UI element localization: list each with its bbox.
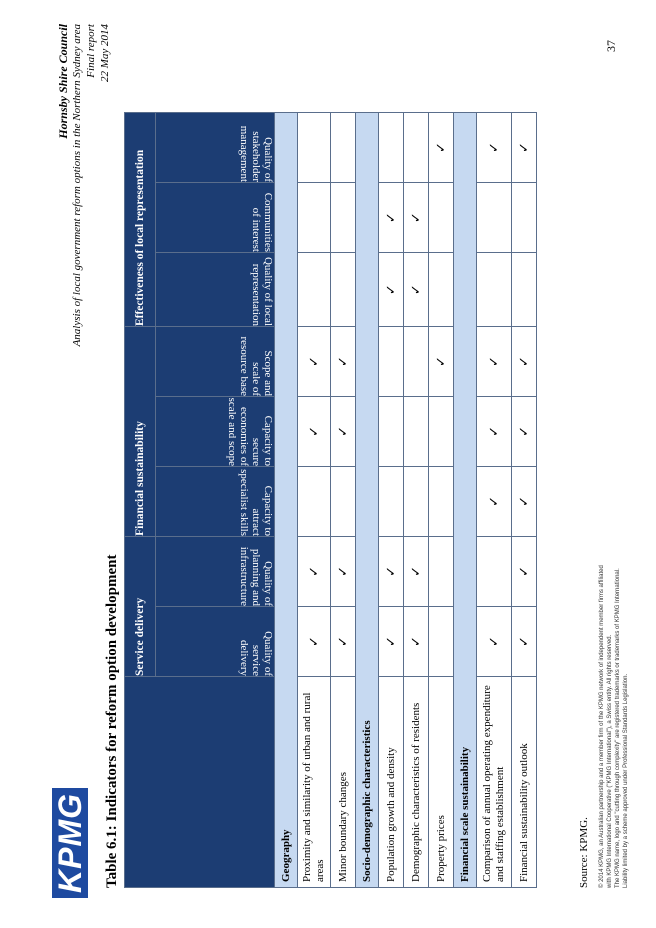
column-header-label: Quality of local representation	[250, 257, 274, 327]
empty-cell	[404, 113, 429, 183]
check-mark-icon: ✓	[477, 396, 512, 466]
empty-cell	[477, 253, 512, 327]
empty-cell	[331, 466, 356, 536]
column-header	[156, 113, 275, 183]
check-mark-icon: ✓	[404, 183, 429, 253]
check-mark-icon: ✓	[512, 396, 537, 466]
empty-cell	[429, 607, 454, 677]
row-label: Property prices	[429, 677, 454, 888]
check-mark-icon: ✓	[298, 327, 331, 397]
empty-cell	[429, 396, 454, 466]
source-note: Source: KPMG.	[578, 817, 590, 888]
empty-cell	[298, 113, 331, 183]
check-mark-icon: ✓	[379, 253, 404, 327]
council-name: Hornsby Shire Council	[56, 24, 70, 139]
section-title: Geography	[275, 113, 298, 888]
column-header-label: Quality of service delivery	[238, 631, 274, 677]
legal-footer	[598, 288, 630, 888]
empty-cell	[404, 396, 429, 466]
check-mark-icon: ✓	[404, 607, 429, 677]
row-label: Proximity and similarity of urban and rural areas	[298, 677, 331, 888]
column-header-label: Quality of stakeholder management	[238, 125, 274, 182]
check-mark-icon: ✓	[429, 327, 454, 397]
empty-cell	[331, 113, 356, 183]
column-header-label: Quality of planning and infrastructure	[238, 546, 274, 607]
check-mark-icon: ✓	[477, 113, 512, 183]
check-mark-icon: ✓	[298, 607, 331, 677]
check-mark-icon: ✓	[512, 327, 537, 397]
table-row	[429, 113, 454, 888]
check-mark-icon: ✓	[477, 327, 512, 397]
section-row	[454, 113, 477, 888]
empty-cell	[379, 113, 404, 183]
row-label: Financial sustainability outlook	[512, 677, 537, 888]
empty-cell	[379, 466, 404, 536]
row-label: Minor boundary changes	[331, 677, 356, 888]
empty-cell	[331, 183, 356, 253]
report-header	[56, 24, 112, 346]
check-mark-icon: ✓	[379, 607, 404, 677]
column-header	[156, 607, 275, 677]
empty-cell	[379, 396, 404, 466]
empty-cell	[477, 183, 512, 253]
table-title: Table 6.1: Indicators for reform option development	[104, 554, 120, 888]
check-mark-icon: ✓	[477, 607, 512, 677]
row-label: Comparison of annual operating expenditure and staffing establishment	[477, 677, 512, 888]
check-mark-icon: ✓	[331, 327, 356, 397]
group-header: Service delivery	[125, 536, 156, 676]
check-mark-icon: ✓	[331, 607, 356, 677]
empty-cell	[404, 327, 429, 397]
empty-cell	[512, 253, 537, 327]
check-mark-icon: ✓	[429, 113, 454, 183]
section-row	[275, 113, 298, 888]
check-mark-icon: ✓	[512, 466, 537, 536]
section-row	[356, 113, 379, 888]
column-header	[156, 183, 275, 253]
table-row	[379, 113, 404, 888]
column-header	[156, 536, 275, 606]
empty-cell	[429, 183, 454, 253]
check-mark-icon: ✓	[512, 113, 537, 183]
row-label: Population growth and density	[379, 677, 404, 888]
column-header-label: Communities of interest	[250, 192, 274, 253]
check-mark-icon: ✓	[298, 396, 331, 466]
row-label: Demographic characteristics of residents	[404, 677, 429, 888]
group-header: Effectiveness of local representation	[125, 113, 156, 327]
footer-line: © 2014 KPMG, an Australian partnership and a member firm of the KPMG network of independent member firms affiliated	[599, 565, 605, 888]
footer-line: The KPMG name, logo and "cutting through complexity" are registered trademarks or trademarks of KPMG International.	[615, 568, 621, 888]
check-mark-icon: ✓	[331, 536, 356, 606]
indicators-table	[124, 112, 537, 888]
column-header	[156, 466, 275, 536]
empty-cell	[404, 466, 429, 536]
empty-cell	[429, 536, 454, 606]
report-subtitle: Analysis of local government reform options in the Northern Sydney area	[71, 24, 83, 347]
footer-line: with KPMG International Cooperative ("KPMG International"), a Swiss entity. All rights reserved.	[607, 634, 613, 888]
table-row	[331, 113, 356, 888]
check-mark-icon: ✓	[331, 396, 356, 466]
table-row	[298, 113, 331, 888]
column-header-label: Scope and scale of resource base	[238, 336, 274, 396]
table-row	[404, 113, 429, 888]
table-row	[477, 113, 512, 888]
footer-line: Liability limited by a scheme approved under Professional Standards Legislation.	[623, 673, 629, 888]
report-type: Final report	[85, 24, 97, 78]
section-title: Socio-demographic characteristics	[356, 113, 379, 888]
check-mark-icon: ✓	[477, 466, 512, 536]
column-header	[156, 253, 275, 327]
page-number: 37	[604, 40, 618, 52]
table-row	[512, 113, 537, 888]
column-header	[156, 327, 275, 397]
empty-cell	[379, 327, 404, 397]
empty-cell	[512, 183, 537, 253]
report-date: 22 May 2014	[99, 24, 111, 83]
empty-cell	[298, 253, 331, 327]
check-mark-icon: ✓	[404, 253, 429, 327]
check-mark-icon: ✓	[298, 536, 331, 606]
column-header	[156, 396, 275, 466]
kpmg-logo: KPMG	[52, 788, 88, 898]
check-mark-icon: ✓	[379, 536, 404, 606]
empty-cell	[429, 466, 454, 536]
check-mark-icon: ✓	[512, 607, 537, 677]
empty-cell	[298, 183, 331, 253]
empty-cell	[331, 253, 356, 327]
column-header-label: Capacity to attract specialist skills	[238, 468, 274, 536]
section-title: Financial scale sustainability	[454, 113, 477, 888]
empty-cell	[298, 466, 331, 536]
table-corner	[125, 677, 275, 888]
empty-cell	[429, 253, 454, 327]
check-mark-icon: ✓	[512, 536, 537, 606]
empty-cell	[477, 536, 512, 606]
group-header: Financial sustainability	[125, 327, 156, 537]
check-mark-icon: ✓	[379, 183, 404, 253]
column-header-label: Capacity to secure economies of scale and scope	[226, 397, 274, 466]
check-mark-icon: ✓	[404, 536, 429, 606]
